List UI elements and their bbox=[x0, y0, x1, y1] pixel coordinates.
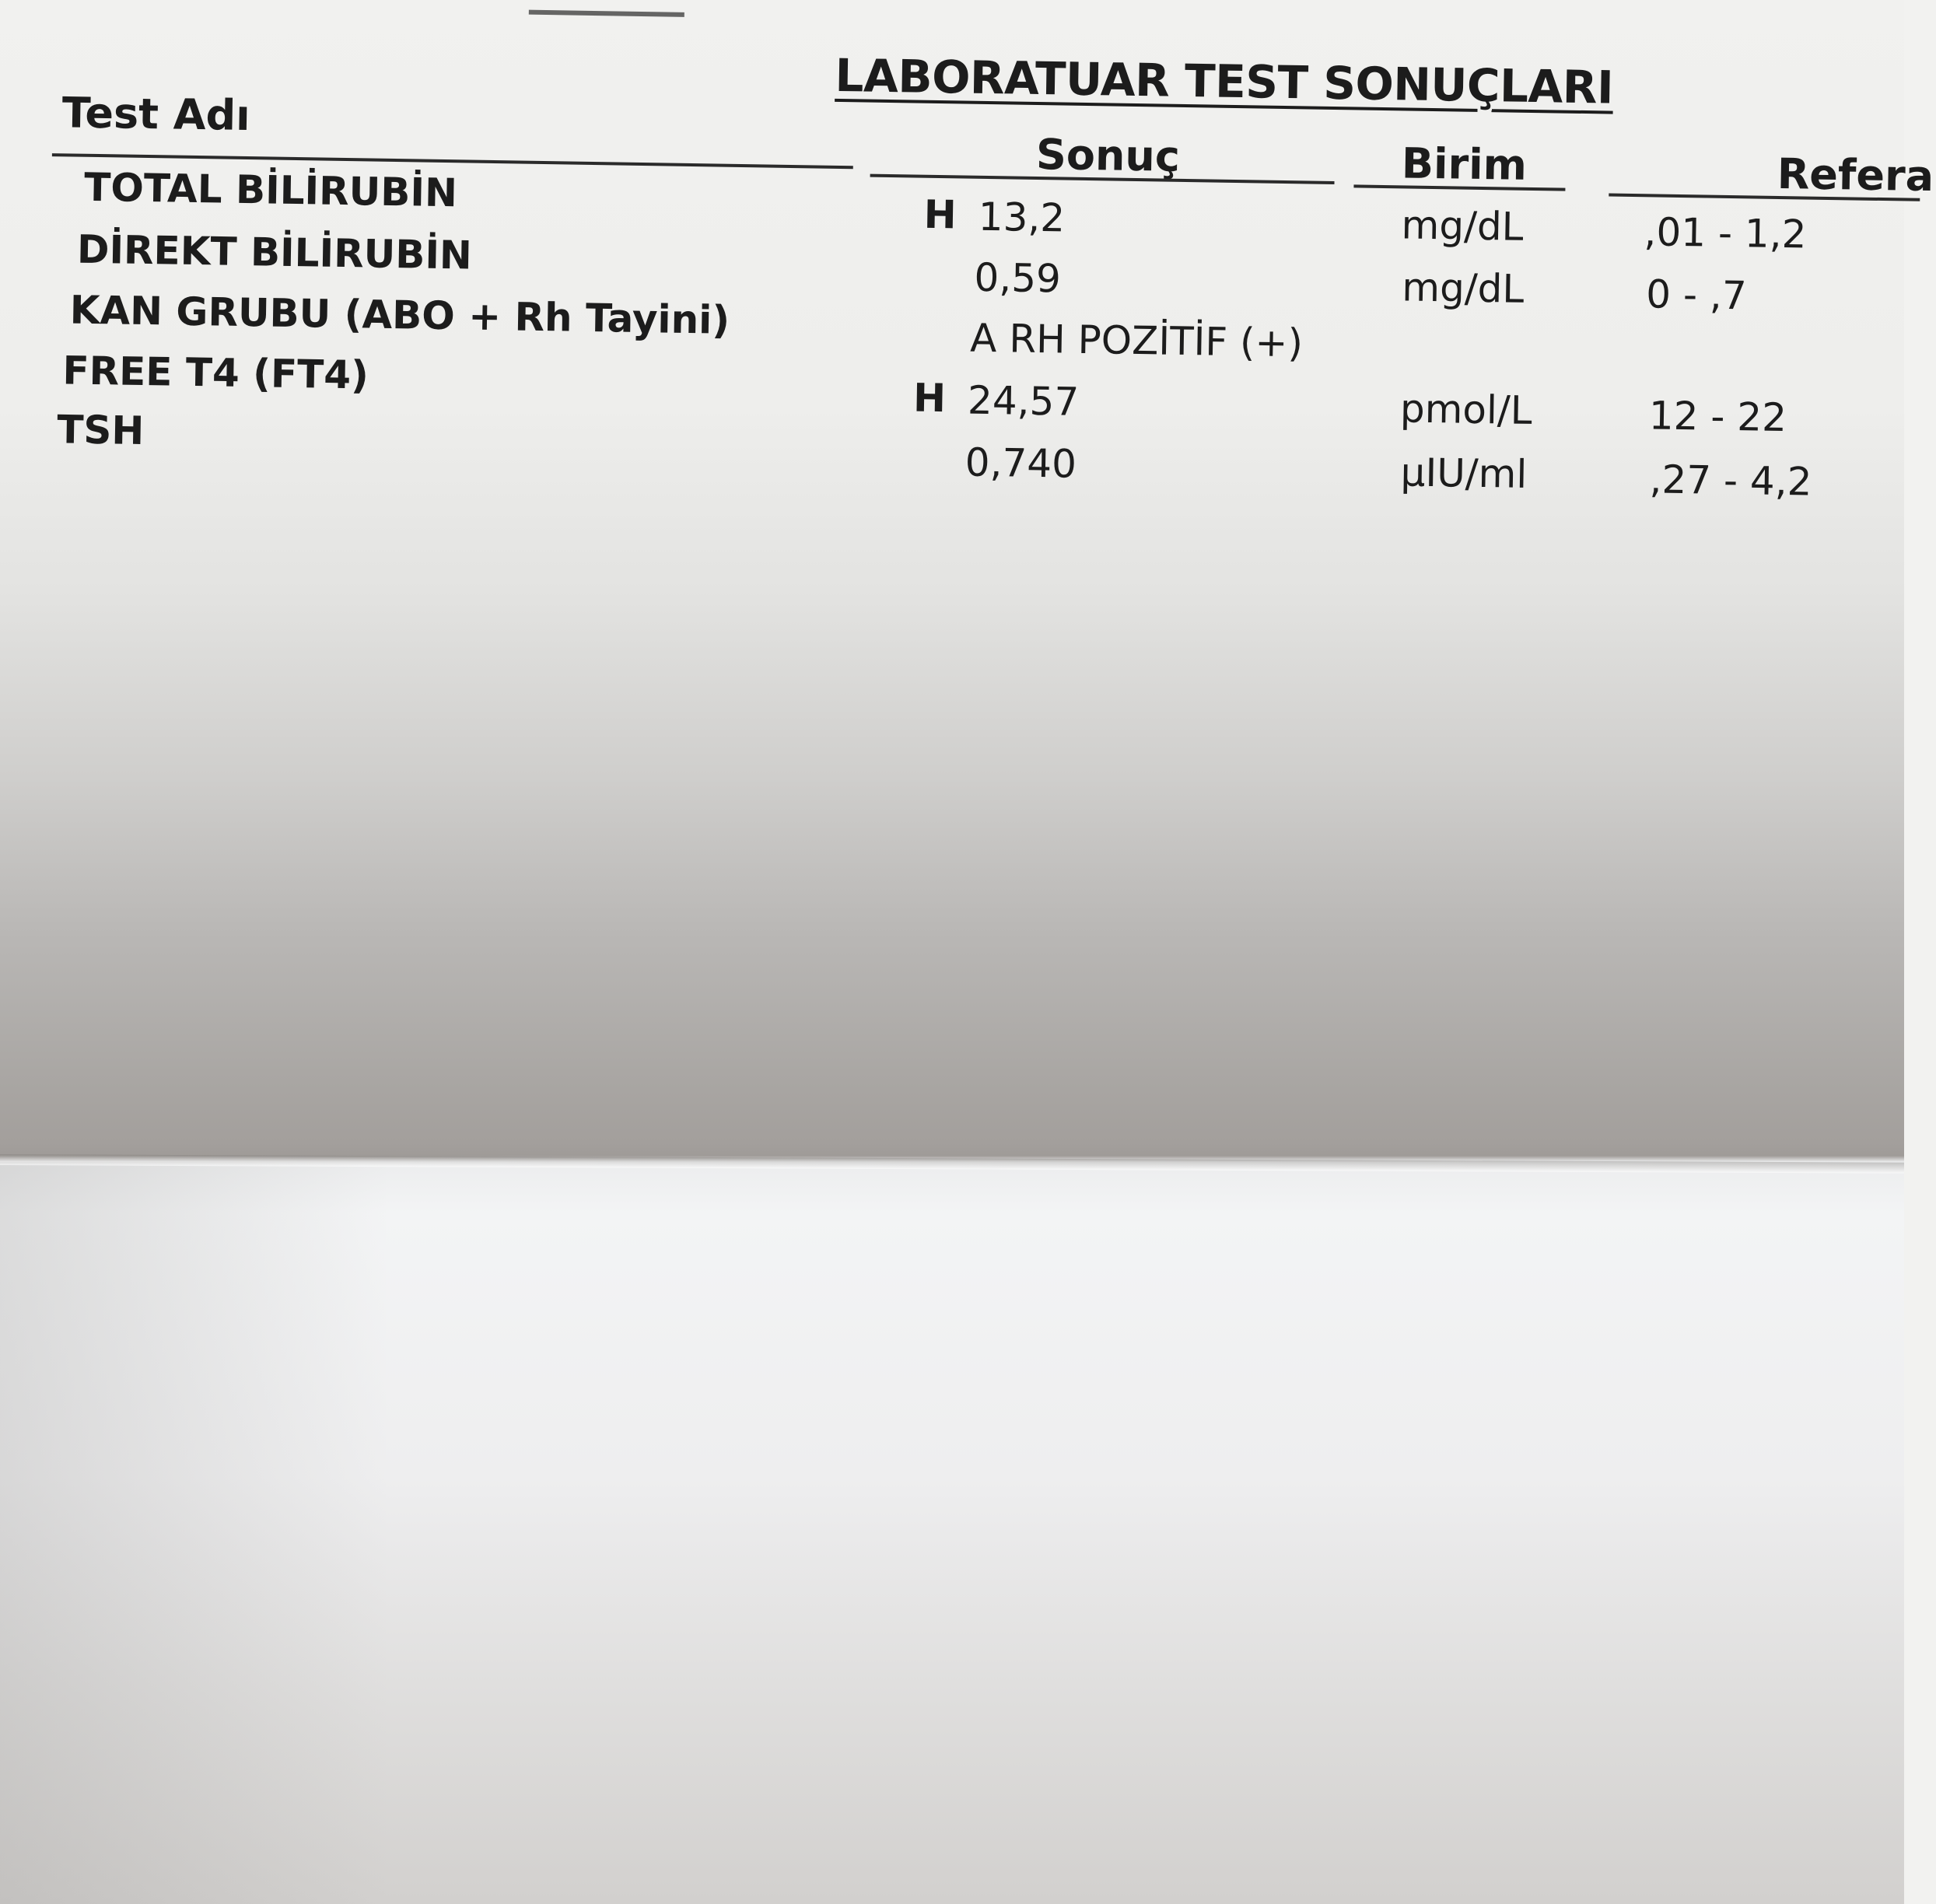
header-test-name: Test Adı bbox=[61, 88, 251, 141]
header-rule-unit bbox=[1353, 184, 1565, 191]
test-reference: ,01 - 1,2 bbox=[1644, 209, 1807, 257]
test-reference: 12 - 22 bbox=[1648, 393, 1787, 441]
test-name: FREE T4 (FT4) bbox=[62, 348, 369, 398]
report-title: LABORATUAR TEST SONUÇLARI bbox=[835, 48, 1614, 114]
test-unit: µIU/ml bbox=[1400, 450, 1528, 497]
test-unit: mg/dL bbox=[1401, 202, 1525, 250]
test-result: 13,2 bbox=[978, 194, 1066, 241]
high-flag: H bbox=[923, 191, 957, 238]
high-flag: H bbox=[912, 375, 947, 422]
lab-report bbox=[0, 0, 1934, 574]
test-name: TOTAL BİLİRUBİN bbox=[83, 164, 458, 216]
test-result: A RH POZİTİF (+) bbox=[969, 315, 1304, 366]
header-unit: Birim bbox=[1401, 138, 1528, 190]
test-result: 0,740 bbox=[964, 439, 1077, 487]
test-unit: mg/dL bbox=[1401, 264, 1525, 312]
test-result: 24,57 bbox=[967, 377, 1080, 425]
test-reference: 0 - ,7 bbox=[1645, 271, 1748, 319]
test-reference: ,27 - 4,2 bbox=[1649, 457, 1812, 505]
cut-off-text-fragment bbox=[529, 0, 684, 17]
test-name: TSH bbox=[56, 407, 145, 453]
test-result: 0,59 bbox=[974, 254, 1062, 302]
header-reference: Refera bbox=[1777, 149, 1934, 201]
test-name: KAN GRUBU (ABO + Rh Tayini) bbox=[69, 287, 730, 343]
test-name: DİREKT BİLİRUBİN bbox=[76, 226, 473, 278]
test-unit: pmol/L bbox=[1399, 386, 1533, 433]
header-result: Sonuç bbox=[1035, 129, 1181, 181]
paper-shadow bbox=[0, 1162, 1904, 1904]
